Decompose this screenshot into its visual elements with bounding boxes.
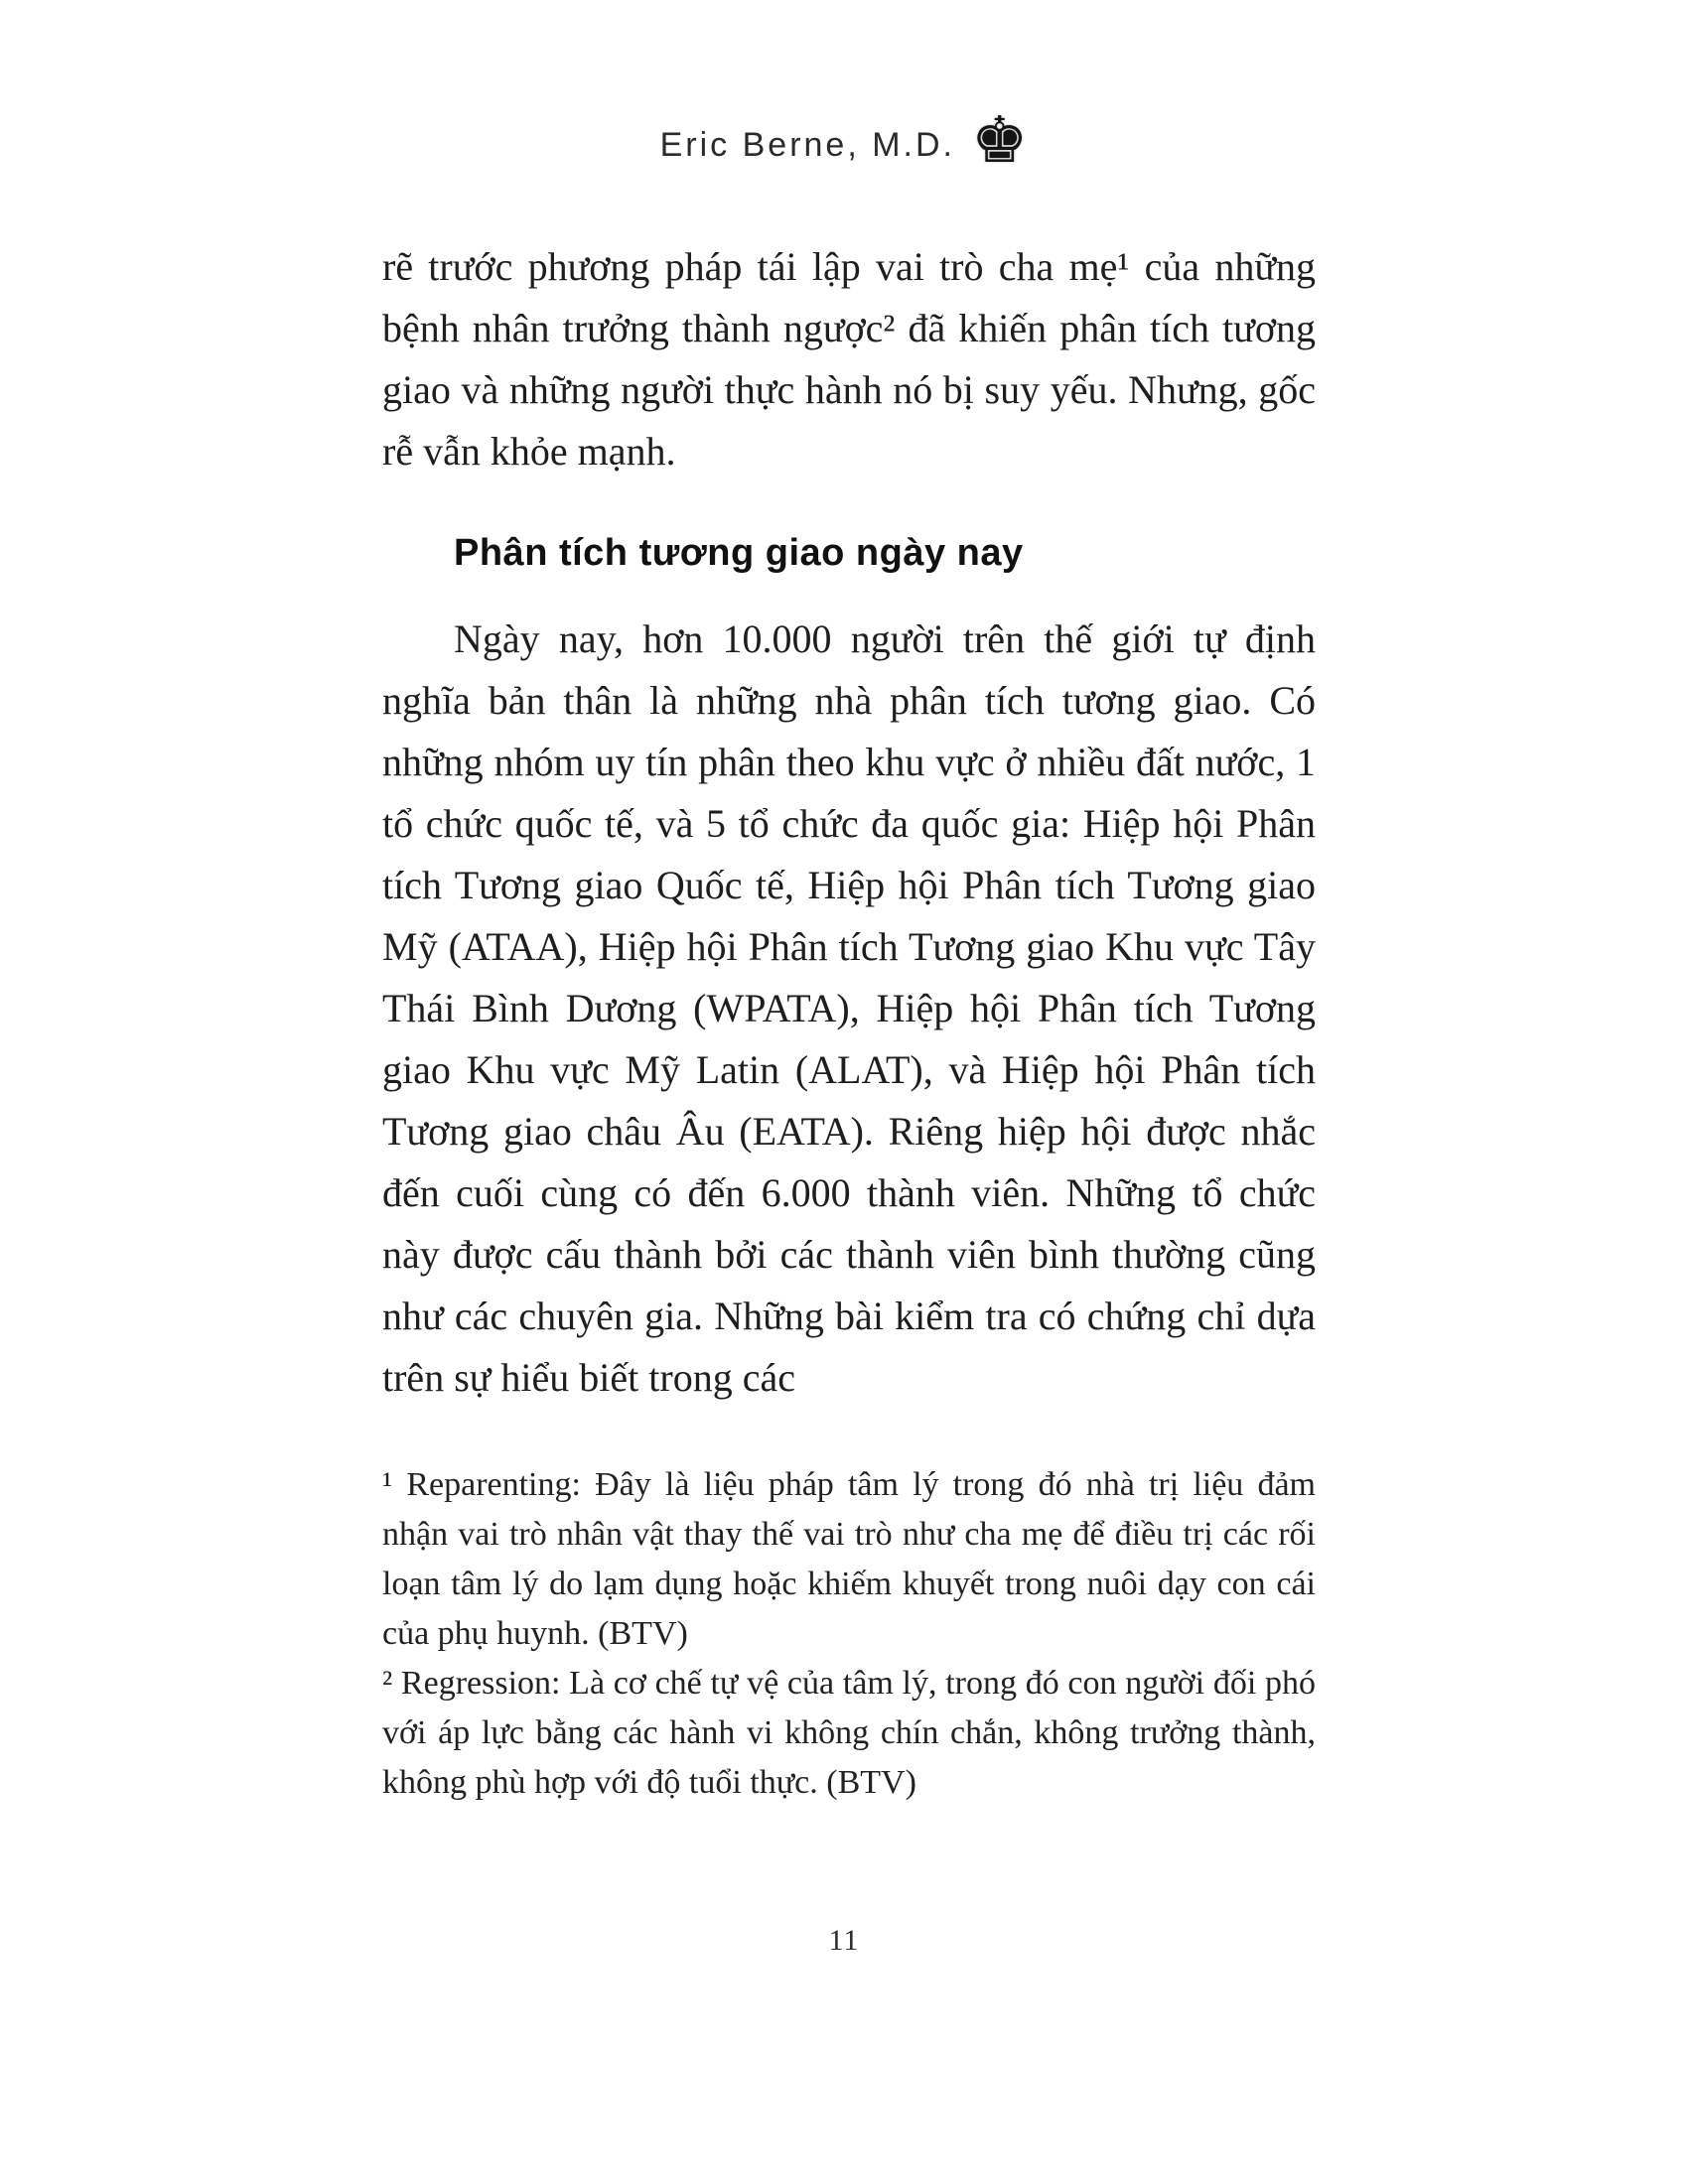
text-block [382, 236, 1316, 1808]
section-heading: Phân tích tương giao ngày nay [454, 532, 1024, 574]
paragraph-main: Ngày nay, hơn 10.000 người trên thế giới tự định nghĩa bản thân là những nhà phân tích tương giao. Có những nhóm uy tín phân theo khu vực ở nhiều đất nước, 1 tổ chức quốc tế, và 5 tổ chức đa quốc gia: Hiệp hội Phân tích Tương giao Quốc tế, Hiệp hội Phân tích Tương giao Mỹ (ATAA), Hiệp hội Phân tích Tương giao Khu vực Tây Thái Bình Dương (WPATA), Hiệp hội Phân tích Tương giao Khu vực Mỹ Latin (ALAT), và Hiệp hội Phân tích Tương giao châu Âu (EATA). Riêng hiệp hội được nhắc đến cuối cùng có đến 6.000 thành viên. Những tổ chức này được cấu thành bởi các thành viên bình thường cũng như các chuyên gia. Những bài kiểm tra có chứng chỉ dựa trên sự hiểu biết trong các [382, 616, 1316, 1400]
page-header [0, 104, 1688, 178]
chess-piece-icon: ♚ [971, 104, 1029, 178]
footnotes-block [382, 1460, 1316, 1808]
author-name: Eric Berne, M.D. [659, 126, 955, 165]
page-number: 11 [828, 1924, 860, 1957]
paragraph-continuation: rẽ trước phương pháp tái lập vai trò cha mẹ¹ của những bệnh nhân trưởng thành ngược² đã khiến phân tích tương giao và những người thực hành nó bị suy yếu. Nhưng, gốc rễ vẫn khỏe mạnh. [382, 244, 1316, 474]
footnote-1: ¹ Reparenting: Đây là liệu pháp tâm lý trong đó nhà trị liệu đảm nhận vai trò nhân vật thay thế vai trò như cha mẹ để điều trị các rối loạn tâm lý do lạm dụng hoặc khiếm khuyết trong nuôi dạy con cái của phụ huynh. (BTV) [382, 1466, 1316, 1652]
footnote-2: ² Regression: Là cơ chế tự vệ của tâm lý, trong đó con người đối phó với áp lực bằng các hành vi không chín chắn, không trưởng thành, không phù hợp với độ tuổi thực. (BTV) [382, 1665, 1316, 1801]
